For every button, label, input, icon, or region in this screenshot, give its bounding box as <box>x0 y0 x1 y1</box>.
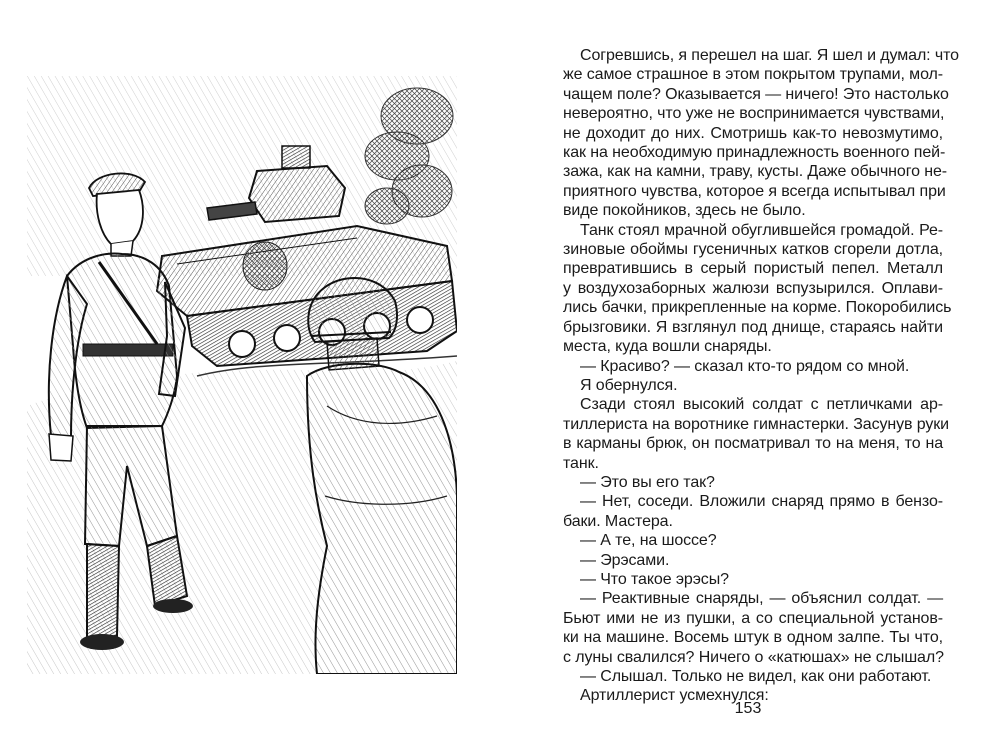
text-line: с луны свалился? Ничего о «катюшах» не слышал? <box>563 648 944 666</box>
text-line: превратившись в серый пористый пепел. Металл <box>563 260 943 278</box>
text-line: брызговики. Я взглянул под днище, стараясь найти <box>563 318 943 336</box>
text-line: — Слышал. Только не видел, как они работают. <box>580 668 932 685</box>
text-line: невероятно, что уже не воспринимается чувствами, <box>563 105 945 123</box>
illustration-soldiers-tank <box>27 76 457 674</box>
text-line: — Реактивные снаряды, — объяснил солдат. — <box>580 590 943 608</box>
text-line: танк. <box>563 454 599 472</box>
text-line: Согревшись, я перешел на шаг. Я шел и думал: что <box>580 47 959 64</box>
text-line: чащем поле? Оказывается — ничего! Это настолько <box>563 85 949 103</box>
text-line: лись бачки, прикрепленные на корме. Покоробились <box>563 299 952 317</box>
illustration-drawing <box>27 76 457 674</box>
text-line: — Красиво? — сказал кто-то рядом со мной. <box>580 357 910 375</box>
page-number: 153 <box>734 700 762 717</box>
text-line: — Нет, соседи. Вложили снаряд прямо в бензо- <box>580 493 943 511</box>
page-text <box>563 46 959 706</box>
text-page <box>563 46 959 706</box>
text-line: зажа, как на камни, траву, кусты. Даже обычного не- <box>563 163 948 181</box>
text-line: баки. Мастера. <box>563 512 673 530</box>
text-line: — Это вы его так? <box>580 473 715 491</box>
text-line: — А те, на шоссе? <box>580 532 717 550</box>
text-line: как на необходимую принадлежность военного пей- <box>563 144 946 162</box>
text-line: Артиллерист усмехнулся: <box>580 687 769 705</box>
text-line: Сзади стоял высокий солдат с петличками ар- <box>580 396 943 414</box>
text-line: же самое страшное в этом покрытом трупами, мол- <box>563 66 943 84</box>
text-line: у воздухозаборных жалюзи вспузырился. Оплави- <box>563 279 943 297</box>
text-line: тиллериста на воротнике гимнастерки. Засунув руки <box>563 415 950 433</box>
text-line: Бьют ими не из пушки, а со специальной установ- <box>563 609 943 627</box>
text-line: не доходит до них. Смотришь как-то невозмутимо, <box>563 124 943 142</box>
text-line: места, куда вошли снаряды. <box>563 338 772 356</box>
text-line: зиновые обоймы гусеничных катков сгорели дотла, <box>563 241 943 259</box>
text-line: — Эрэсами. <box>580 551 670 569</box>
text-line: — Что такое эрэсы? <box>580 570 729 588</box>
text-line: Я обернулся. <box>580 376 678 394</box>
text-line: виде покойников, здесь не было. <box>563 202 806 220</box>
text-line: ки на машине. Восемь штук в одном залпе. Ты что, <box>563 629 943 647</box>
text-line: в карманы брюк, он посматривал то на меня, то на <box>563 435 943 453</box>
text-line: приятного чувства, которое я всегда испытывал при <box>563 182 946 200</box>
text-line: Танк стоял мрачной обуглившейся громадой. Ре- <box>580 221 943 239</box>
